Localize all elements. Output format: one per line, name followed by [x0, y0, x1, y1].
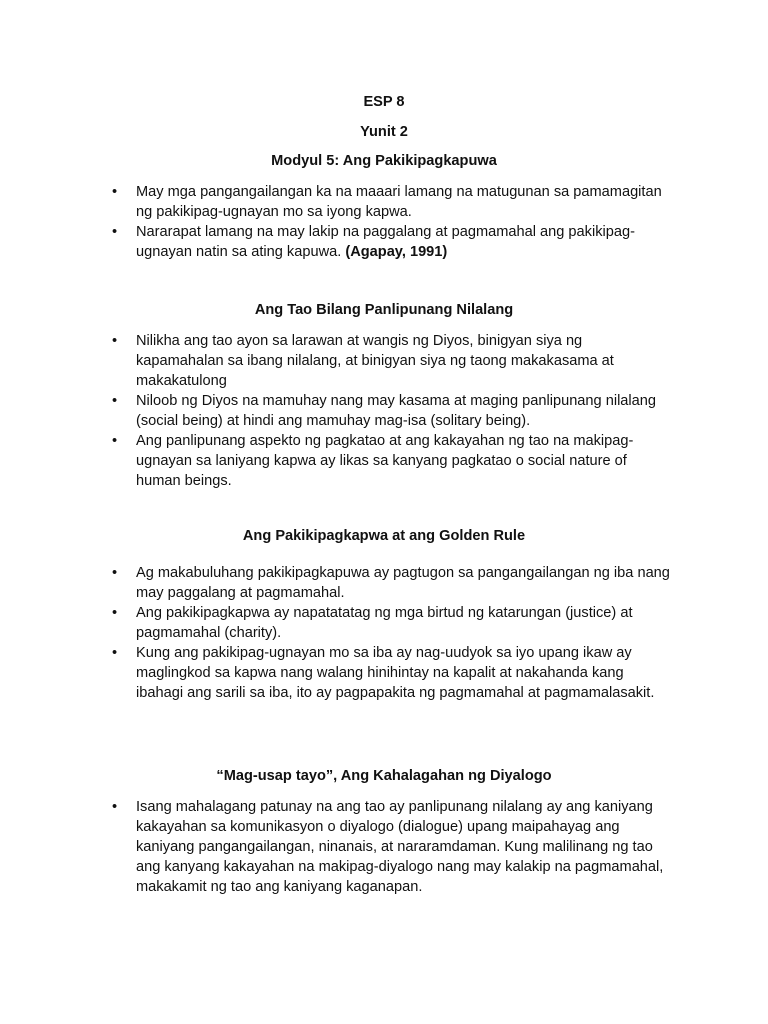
intro-list [112, 182, 672, 262]
course-heading: ESP 8 [363, 94, 405, 110]
list-item: • Nararapat lamang na may lakip na paggalang at pagmamahal ang pakikipag-ugnayan natin sa ating kapuwa. (Agapay, 1991) [112, 222, 672, 262]
citation: (Agapay, 1991) [345, 244, 448, 260]
section2-list [112, 563, 672, 703]
unit-heading: Yunit 2 [360, 124, 408, 140]
list-item: • Isang mahalagang patunay na ang tao ay panlipunang nilalang ay ang kaniyang kakayahan sa komunikasyon o diyalogo (dialogue) upang maipahayag ang kaniyang pangangailangan, ninanais, at nararamdaman. Kung malilinang ng tao ang kanyang kakayahan na makipag-diyalogo nang may kalakip na pagmamahal, makakamit ng tao ang kaniyang kaganapan. [112, 797, 672, 897]
list-item: • Kung ang pakikipag-ugnayan mo sa iba ay nag-uudyok sa iyo upang ikaw ay maglingkod sa kapwa nang walang hinihintay na kapalit at nakahanda kang ibahagi ang sarili sa iba, ito ay pagpapakita ng pagmamahal at pagmamalasakit. [112, 643, 672, 703]
list-item: • May mga pangangailangan ka na maaari lamang na matugunan sa pamamagitan ng pakikipag-ugnayan mo sa iyong kapwa. [112, 182, 672, 222]
list-item: • Niloob ng Diyos na mamuhay nang may kasama at maging panlipunang nilalang (social being) at hindi ang mamuhay mag-isa (solitary being). [112, 391, 672, 431]
section-title: “Mag-usap tayo”, Ang Kahalagahan ng Diyalogo [216, 768, 552, 784]
list-item: • Nilikha ang tao ayon sa larawan at wangis ng Diyos, binigyan siya ng kapamahalan sa ibang nilalang, at binigyan siya ng taong makakasama at makakatulong [112, 331, 672, 391]
list-item: • Ang pakikipagkapwa ay napatatatag ng mga birtud ng katarungan (justice) at pagmamahal (charity). [112, 603, 672, 643]
section-title: Ang Tao Bilang Panlipunang Nilalang [254, 302, 514, 318]
list-item: • Ang panlipunang aspekto ng pagkatao at ang kakayahan ng tao na makipag-ugnayan sa laniyang kapwa ay likas sa kanyang pagkatao o social nature of human beings. [112, 431, 672, 491]
list-item: • Ag makabuluhang pakikipagkapuwa ay pagtugon sa pangangailangan ng iba nang may paggalang at pagmamahal. [112, 563, 672, 603]
section-title: Ang Pakikipagkapwa at ang Golden Rule [242, 528, 526, 544]
module-heading: Modyul 5: Ang Pakikipagkapuwa [271, 153, 497, 169]
section3-list [112, 797, 672, 897]
section1-list [112, 331, 672, 491]
